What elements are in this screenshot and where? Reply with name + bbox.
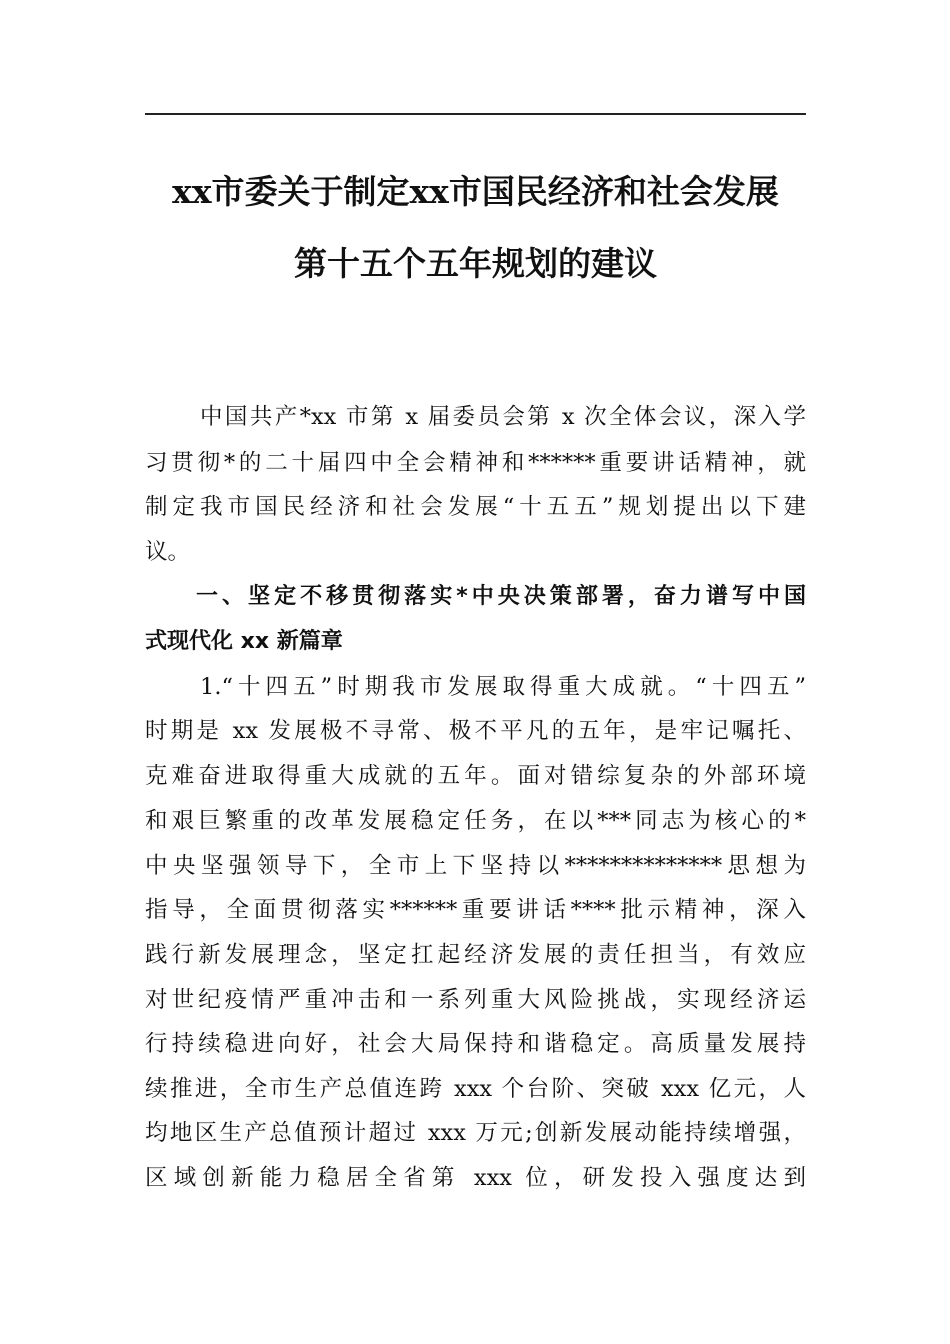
document-title-line-2: 第十五个五年规划的建议 xyxy=(294,244,657,283)
paragraph-line: 和艰巨繁重的改革发展稳定任务，在以***同志为核心的* xyxy=(145,808,806,834)
header-rule xyxy=(145,113,806,115)
intro-line: 习贯彻*的二十届四中全会精神和******重要讲话精神，就 xyxy=(145,450,806,476)
paragraph-line: 对世纪疫情严重冲击和一系列重大风险挑战，实现经济运 xyxy=(145,987,806,1013)
intro-line: 中国共产*xx 市第 x 届委员会第 x 次全体会议，深入学 xyxy=(200,404,806,430)
section-heading-line: 式现代化 xx 新篇章 xyxy=(145,629,343,654)
section-heading-line: 一、坚定不移贯彻落实*中央决策部署，奋力谱写中国 xyxy=(196,584,806,609)
paragraph-line: 时期是 xx 发展极不寻常、极不平凡的五年，是牢记嘱托、 xyxy=(145,718,806,744)
paragraph-line: 中央坚强领导下，全市上下坚持以**************思想为 xyxy=(145,853,806,879)
paragraph-line: 续推进，全市生产总值连跨 xxx 个台阶、突破 xxx 亿元，人 xyxy=(145,1076,806,1102)
document-title-line-1: xx市委关于制定xx市国民经济和社会发展 xyxy=(172,172,779,211)
intro-line: 制定我市国民经济和社会发展“十五五”规划提出以下建 xyxy=(145,494,806,520)
paragraph-line: 指导，全面贯彻落实******重要讲话****批示精神，深入 xyxy=(145,897,806,923)
paragraph-line: 1.“十四五”时期我市发展取得重大成就。“十四五” xyxy=(200,674,806,700)
paragraph-line: 克难奋进取得重大成就的五年。面对错综复杂的外部环境 xyxy=(145,763,806,789)
paragraph-line: 区域创新能力稳居全省第 xxx 位，研发投入强度达到 xyxy=(145,1165,806,1191)
paragraph-line: 践行新发展理念，坚定扛起经济发展的责任担当，有效应 xyxy=(145,942,806,968)
paragraph-line: 均地区生产总值预计超过 xxx 万元;创新发展动能持续增强， xyxy=(145,1120,806,1146)
paragraph-line: 行持续稳进向好，社会大局保持和谐稳定。高质量发展持 xyxy=(145,1031,806,1057)
intro-line: 议。 xyxy=(145,539,191,565)
